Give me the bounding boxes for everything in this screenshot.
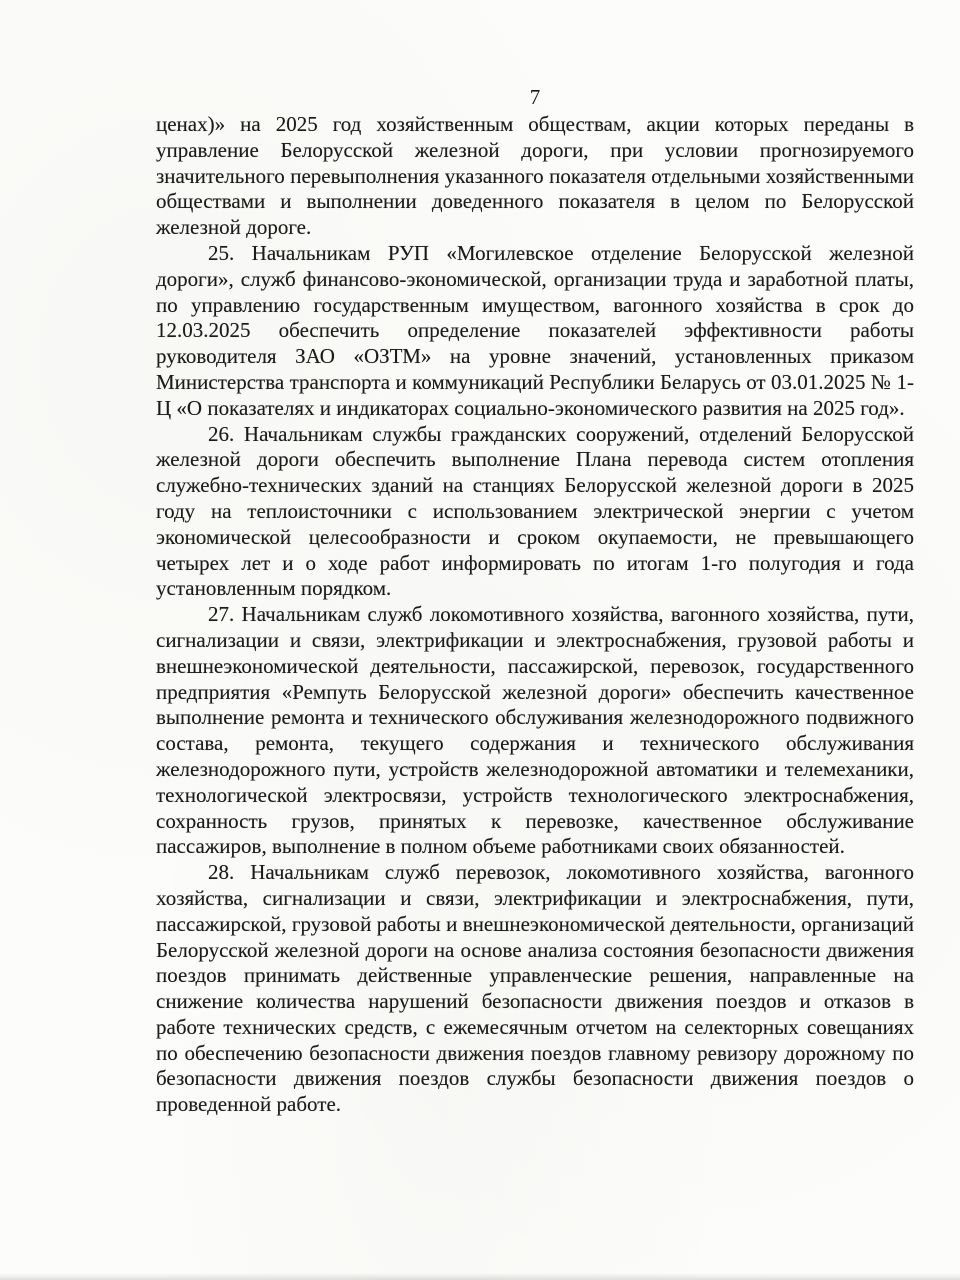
paragraph-item-26: 26. Начальникам службы гражданских сооружений, отделений Белорусской железной дороги обеспечить выполнение Плана перевода систем отопления служебно-технических зданий на станциях Белорусской железной дороги в 2025 году на теплоисточники с использованием электрической энергии с учетом экономической целесообразности и сроком окупаемости, не превышающего четырех лет и о ходе работ информировать по итогам 1-го полугодия и года установленным порядком.	[156, 421, 914, 601]
paragraph-item-28: 28. Начальникам служб перевозок, локомотивного хозяйства, вагонного хозяйства, сигнализации и связи, электрификации и электроснабжения, пути, пассажирской, грузовой работы и внешнеэкономической деятельности, организаций Белорусской железной дороги на основе анализа состояния безопасности движения поездов принимать действенные управленческие решения, направленные на снижение количества нарушений безопасности движения поездов и отказов в работе технических средств, с ежемесячным отчетом на селекторных совещаниях по обеспечению безопасности движения поездов главному ревизору дорожному по безопасности движения поездов службы безопасности движения поездов о проведенной работе.	[156, 860, 914, 1117]
page-number: 7	[529, 85, 541, 109]
scan-edge-artifact	[0, 1273, 960, 1280]
paragraph-item-27: 27. Начальникам служб локомотивного хозяйства, вагонного хозяйства, пути, сигнализации и связи, электрификации и электроснабжения, грузовой работы и внешнеэкономической деятельности, пассажирской, перевозок, государственного предприятия «Ремпуть Белорусской железной дороги» обеспечить качественное выполнение ремонта и технического обслуживания железнодорожного подвижного состава, ремонта, текущего содержания и технического обслуживания железнодорожного пути, устройств железнодорожной автоматики и телемеханики, технологической электросвязи, устройств технологического электроснабжения, сохранность грузов, принятых к перевозке, качественное обслуживание пассажиров, выполнение в полном объеме работниками своих обязанностей.	[156, 602, 914, 859]
paragraph-item-25: 25. Начальникам РУП «Могилевское отделение Белорусской железной дороги», служб финансово-экономической, организации труда и заработной платы, по управлению государственным имуществом, вагонного хозяйства в срок до 12.03.2025 обеспечить определение показателей эффективности работы руководителя ЗАО «ОЗТМ» на уровне значений, установленных приказом Министерства транспорта и коммуникаций Республики Беларусь от 03.01.2025 № 1-Ц «О показателях и индикаторах социально-экономического развития на 2025 год».	[156, 240, 914, 420]
document-body	[156, 112, 914, 1118]
paragraph-continuation: ценах)» на 2025 год хозяйственным обществам, акции которых переданы в управление Белорусской железной дороги, при условии прогнозируемого значительного перевыполнения указанного показателя отдельными хозяйственными обществами и выполнении доведенного показателя в целом по Белорусской железной дороге.	[156, 112, 914, 240]
